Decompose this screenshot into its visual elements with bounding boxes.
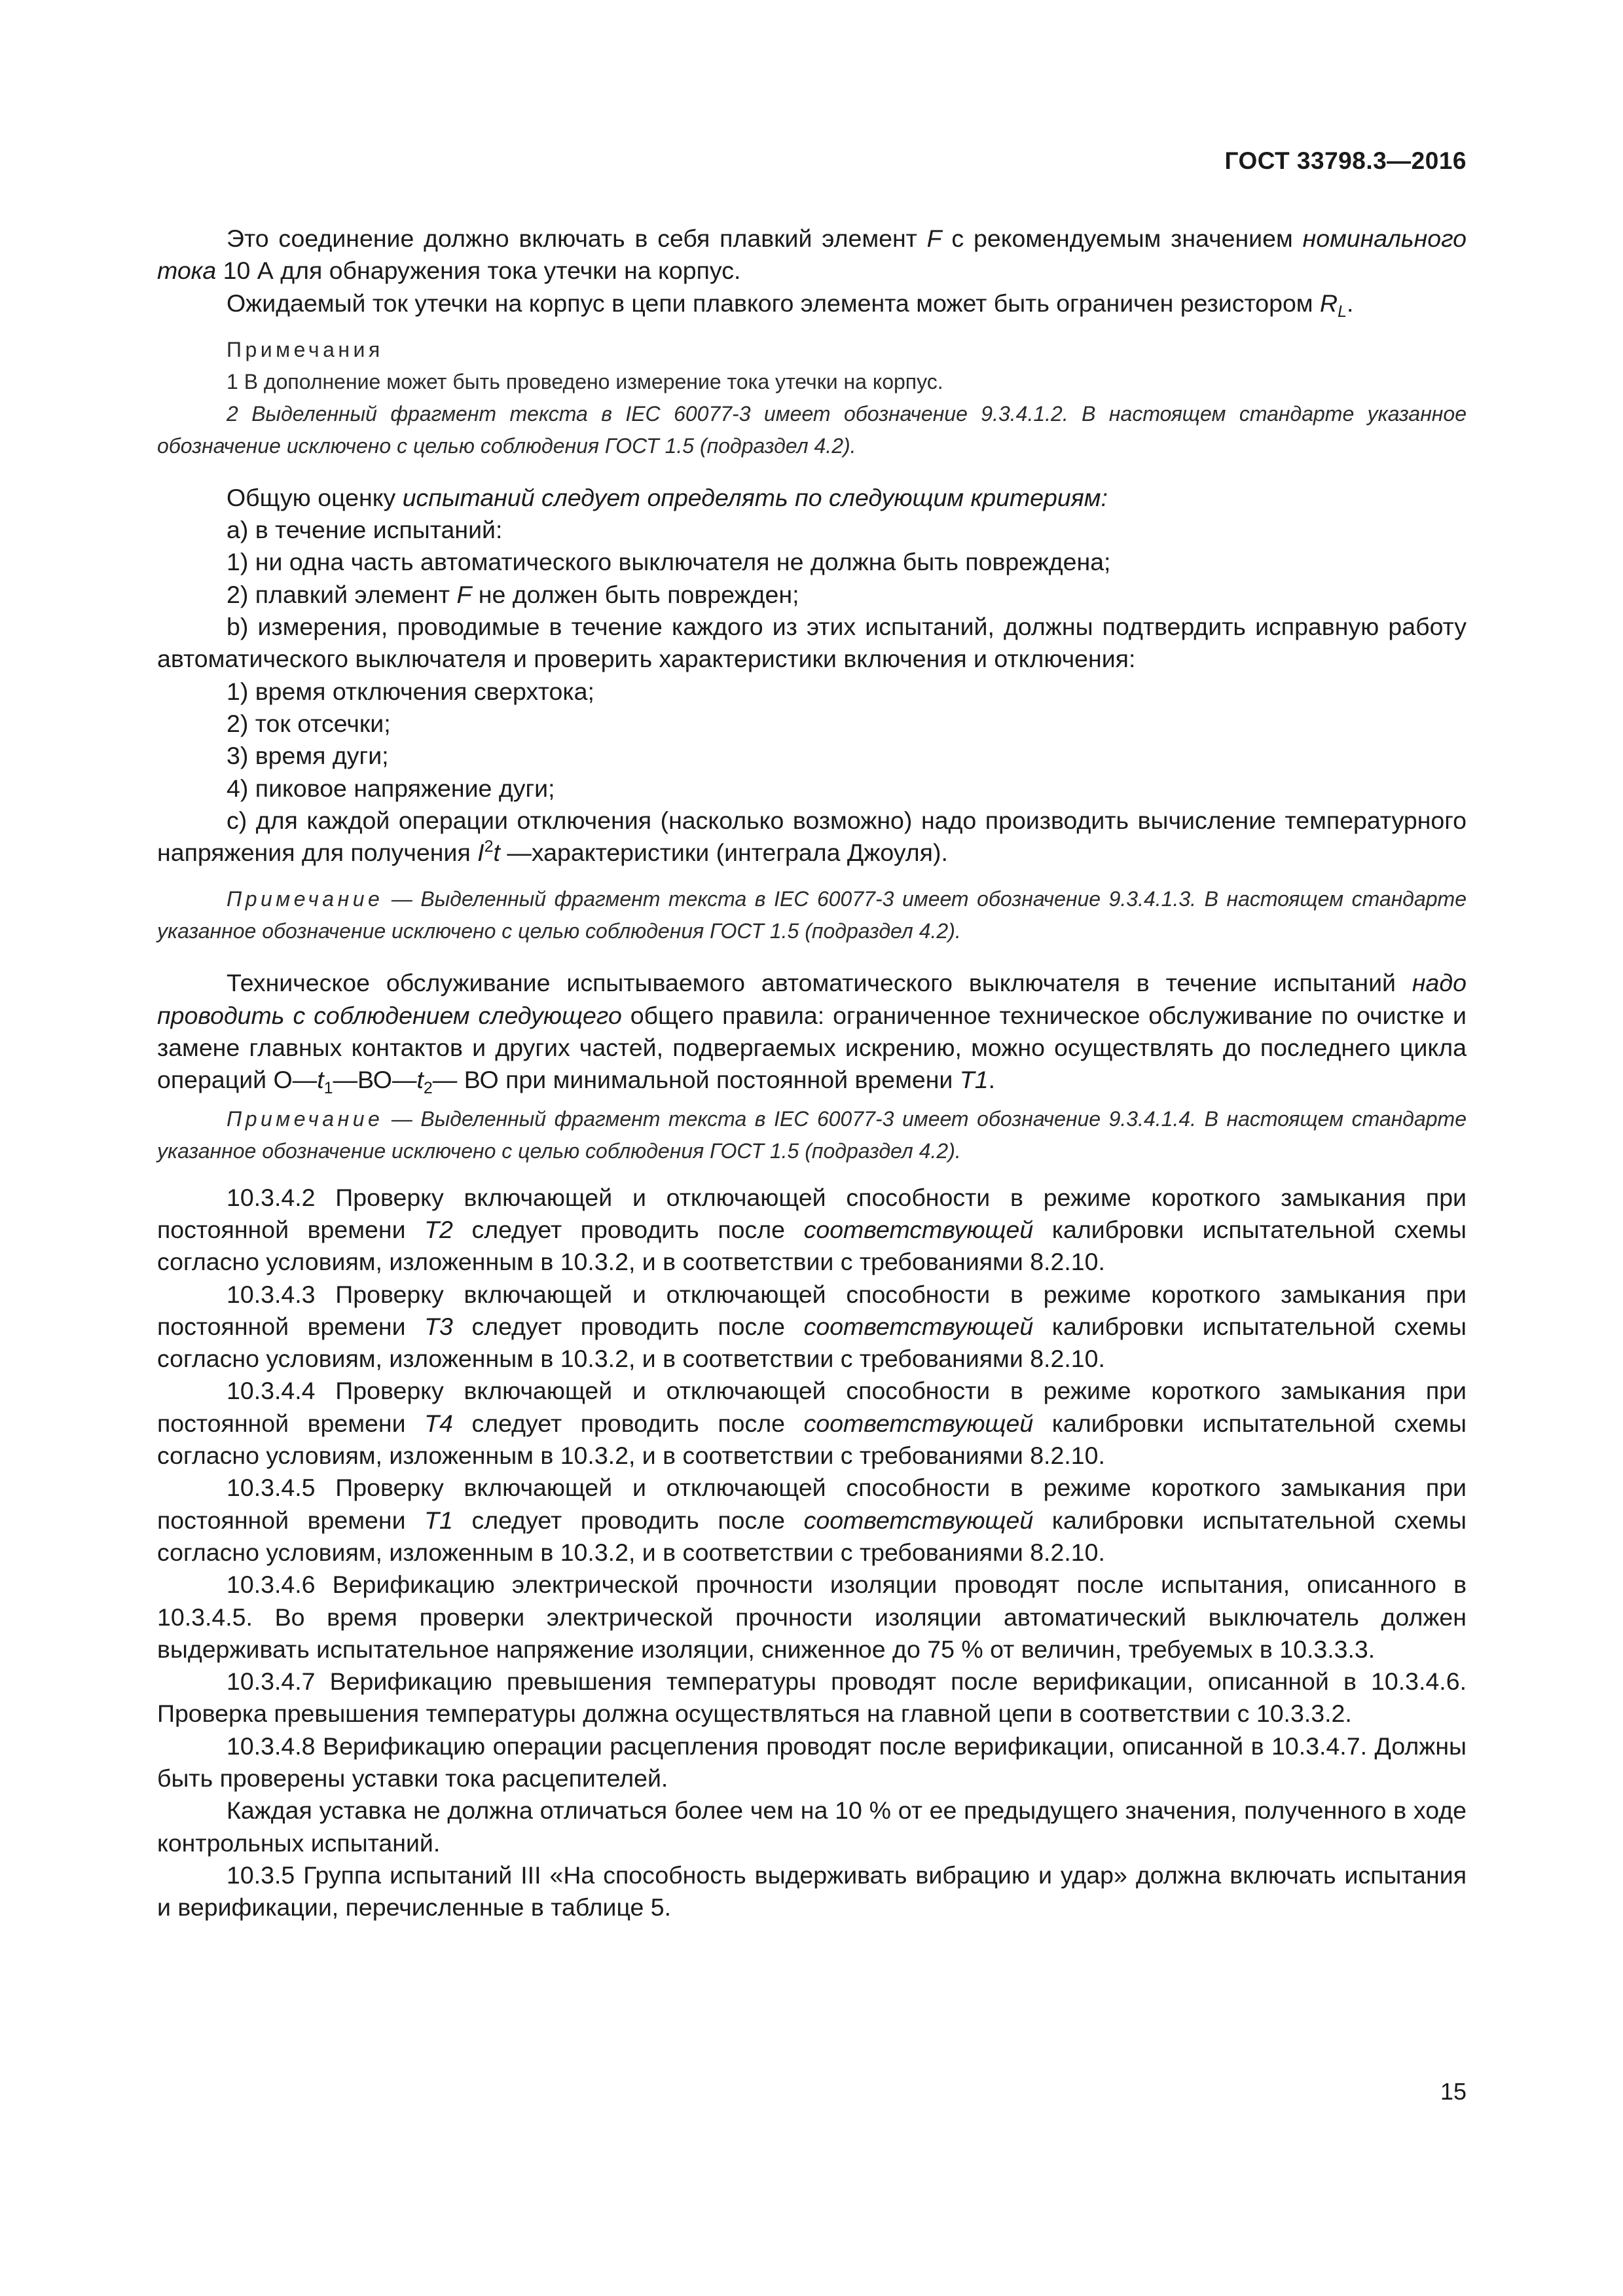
note-1: 1 В дополнение может быть проведено измерение тока утечки на корпус. bbox=[227, 369, 943, 393]
list-item: 4) пиковое напряжение дуги; bbox=[227, 774, 555, 802]
section-10-3-4-7: 10.3.4.7 Верификацию превышения температуры проводят после верификации, описанной в 10.3.4.6. Проверка превышения температуры должна осуществляться на главной цепи в соответствии с 10.3.3.2. bbox=[157, 1667, 1467, 1728]
paragraph-setting-tolerance: Каждая уставка не должна отличаться более чем на 10 % от ее предыдущего значения, полученного в ходе контрольных испытаний. bbox=[157, 1796, 1467, 1857]
section-10-3-4-4: 10.3.4.4 Проверку включающей и отключающей способности в режиме короткого замыкания при постоянной времени Т4 следует проводить после соответствующей калибровки испытательной схемы согласно условиям, изложенным в 10.3.2, и в соответствии с требованиями 8.2.10. bbox=[157, 1377, 1467, 1470]
note-3: Примечание — Выделенный фрагмент текста в IEC 60077-3 имеет обозначение 9.3.4.1.3. В настоящем стандарте указанное обозначение исключено с целью соблюдения ГОСТ 1.5 (подраздел 4.2). bbox=[157, 887, 1467, 943]
section-10-3-5: 10.3.5 Группа испытаний III «На способность выдерживать вибрацию и удар» должна включать испытания и верификации, перечисленные в таблице 5. bbox=[157, 1861, 1467, 1922]
section-10-3-4-6: 10.3.4.6 Верификацию электрической прочности изоляции проводят после испытания, описанного в 10.3.4.5. Во время проверки электрической прочности изоляции автоматический выключатель должен выдерживать испытательное напряжение изоляции, сниженное до 75 % от величин, требуемых в 10.3.3.3. bbox=[157, 1571, 1467, 1663]
note-4: Примечание — Выделенный фрагмент текста в IEC 60077-3 имеет обозначение 9.3.4.1.4. В настоящем стандарте указанное обозначение исключено с целью соблюдения ГОСТ 1.5 (подраздел 4.2). bbox=[157, 1106, 1467, 1163]
paragraph-evaluation: Общую оценку испытаний следует определять по следующим критериям: bbox=[227, 483, 1108, 511]
document-page bbox=[157, 0, 1467, 2296]
paragraph-maintenance: Техническое обслуживание испытываемого автоматического выключателя в течение испытаний надо проводить с соблюдением следующего общего правила: ограниченное техническое обслуживание по очистке и замене главных контактов и других частей, подвергаемых искрению, можно осуществлять до последнего цикла операций $О—t_1—ВО—t_2—$ ВО при минимальной постоянной времени Т1. bbox=[157, 969, 1467, 1098]
list-item: 2) плавкий элемент F не должен быть поврежден; bbox=[227, 580, 799, 608]
paragraph-fuse-element: Это соединение должно включать в себя плавкий элемент F с рекомендуемым значением номинального тока 10 А для обнаружения тока утечки на корпус. bbox=[157, 225, 1467, 285]
list-item: 2) ток отсечки; bbox=[227, 709, 391, 737]
section-10-3-4-3: 10.3.4.3 Проверку включающей и отключающей способности в режиме короткого замыкания при постоянной времени Т3 следует проводить после соответствующей калибровки испытательной схемы согласно условиям, изложенным в 10.3.2, и в соответствии с требованиями 8.2.10. bbox=[157, 1280, 1467, 1373]
paragraph-expected-current: Ожидаемый ток утечки на корпус в цепи плавкого элемента может быть ограничен резистором $R_L$. bbox=[227, 289, 1354, 321]
section-10-3-4-2: 10.3.4.2 Проверку включающей и отключающей способности в режиме короткого замыкания при постоянной времени Т2 следует проводить после соответствующей калибровки испытательной схемы согласно условиям, изложенным в 10.3.2, и в соответствии с требованиями 8.2.10. bbox=[157, 1183, 1467, 1276]
list-item: 1) ни одна часть автоматического выключателя не должна быть повреждена; bbox=[227, 548, 1111, 576]
note-2: 2 Выделенный фрагмент текста в IEC 60077-3 имеет обозначение 9.3.4.1.2. В настоящем стандарте указанное обозначение исключено с целью соблюдения ГОСТ 1.5 (подраздел 4.2). bbox=[157, 401, 1467, 458]
list-item: b) измерения, проводимые в течение каждого из этих испытаний, должны подтвердить исправную работу автоматического выключателя и проверить характеристики включения и отключения: bbox=[157, 613, 1467, 673]
section-10-3-4-5: 10.3.4.5 Проверку включающей и отключающей способности в режиме короткого замыкания при постоянной времени Т1 следует проводить после соответствующей калибровки испытательной схемы согласно условиям, изложенным в 10.3.2, и в соответствии с требованиями 8.2.10. bbox=[157, 1474, 1467, 1566]
page-header: ГОСТ 33798.3—2016 bbox=[1224, 147, 1467, 174]
list-item: а) в течение испытаний: bbox=[227, 516, 503, 544]
document-body bbox=[157, 223, 1467, 1923]
section-10-3-4-8: 10.3.4.8 Верификацию операции расцепления проводят после верификации, описанной в 10.3.4.7. Должны быть проверены уставки тока расцепителей. bbox=[157, 1732, 1467, 1792]
list-item: с) для каждой операции отключения (насколько возможно) надо производить вычисление температурного напряжения для получения $I^2t$ —характеристики (интеграла Джоуля). bbox=[157, 806, 1467, 867]
page-number: 15 bbox=[1440, 2078, 1467, 2105]
list-item: 3) время дуги; bbox=[227, 742, 389, 770]
list-item: 1) время отключения сверхтока; bbox=[227, 677, 594, 705]
notes-title: Примечания bbox=[227, 337, 384, 361]
